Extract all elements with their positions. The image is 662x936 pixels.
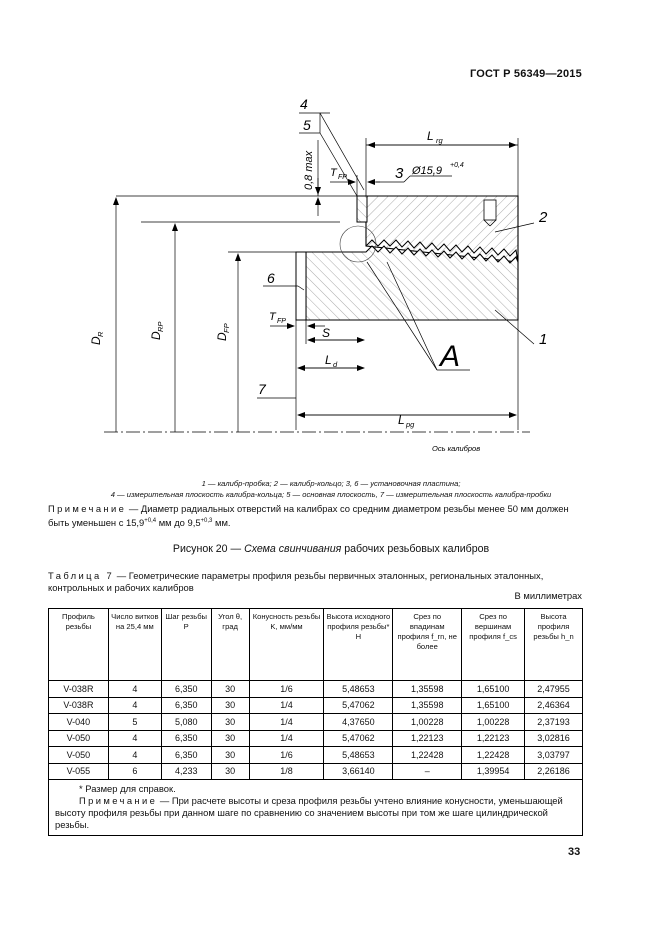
- col-root-trunc: Срез по впадинам профиля f_rn, не более: [393, 609, 462, 681]
- table-footnote-row: [49, 780, 583, 836]
- drawing-note: Примечание — Диаметр радиальных отверстий на калибрах со средним диаметром резьбы менее 50 мм должен быть уменьшен с $15,9^{+0,4}$ мм до $9,5^{+0,3}$ мм.: [48, 503, 569, 529]
- label-drp: D: [149, 331, 163, 340]
- col-turns: Число витков на 25,4 мм: [108, 609, 161, 681]
- label-lpg: L: [398, 413, 405, 427]
- label-tfp-top-sub: FP: [338, 174, 347, 181]
- col-taper: Конусность резьбы K, мм/мм: [249, 609, 324, 681]
- label-lrg-sub: rg: [436, 136, 443, 145]
- table-note: Примечание — При расчете высоты и среза профиля резьбы учтено влияние конусности, уменьшающей высоту профиля резьбы при данном шаге по сравнению со значением высоты при том же шаге цилиндрической резьбы.: [55, 795, 563, 830]
- label-tfp-bottom-sub: FP: [277, 318, 286, 325]
- label-drp-sub: RP: [156, 321, 165, 332]
- label-dfp: D: [215, 332, 229, 341]
- units-label: В миллиметрах: [514, 590, 582, 601]
- label-1: 1: [539, 331, 548, 348]
- label-axis: Ось калибров: [432, 444, 481, 453]
- label-4: 4: [300, 96, 308, 112]
- col-height: Высота исходного профиля резьбы* H: [324, 609, 393, 681]
- col-angle: Угол θ, град: [211, 609, 249, 681]
- label-s: S: [322, 326, 331, 340]
- table-footnote: [49, 780, 583, 836]
- label-dr-sub: R: [96, 331, 105, 337]
- label-6: 6: [267, 270, 275, 286]
- label-lrg: L: [427, 129, 434, 143]
- col-profile-height: Высота профиля резьбы h_n: [525, 609, 583, 681]
- label-diameter: Ø15,9: [412, 165, 442, 177]
- label-ld: L: [325, 353, 332, 367]
- label-2: 2: [539, 209, 548, 226]
- label-ld-sub: d: [333, 360, 338, 369]
- table-row: V-038R 4 6,350 30 1/4 5,47062 1,35598 1,65100 2,46364: [49, 697, 583, 714]
- label-max: 0,8 max: [303, 150, 315, 190]
- table-caption: Таблица 7 — Геометрические параметры профиля резьбы первичных эталонных, региональных эталонных, контрольных и рабочих калибров: [48, 570, 544, 593]
- col-crest-trunc: Срез по вершинам профиля f_cs: [462, 609, 525, 681]
- label-lpg-sub: pg: [406, 420, 415, 429]
- label-5: 5: [303, 117, 311, 133]
- legend-line-1: 1 — калибр-пробка; 2 — калибр-кольцо; 3, 6 — установочная пластина;: [201, 479, 461, 488]
- label-tfp-top: T: [330, 167, 337, 179]
- col-profile: Профиль резьбы: [49, 609, 109, 681]
- table-row: V-040 5 5,080 30 1/4 4,37650 1,00228 1,00228 2,37193: [49, 714, 583, 731]
- table-row: V-050 4 6,350 30 1/4 5,47062 1,22123 1,22123 3,02816: [49, 730, 583, 747]
- figure-caption: Рисунок 20 — Схема свинчивания рабочих резьбовых калибров: [172, 543, 490, 555]
- setting-plate-3: [357, 196, 367, 222]
- legend-line-2: 4 — измерительная плоскость калибра-кольца; 5 — основная плоскость, 7 — измерительная плоскость калибра-пробки: [110, 490, 552, 499]
- standard-designation: ГОСТ Р 56349—2015: [470, 68, 582, 80]
- label-detail-a: A: [440, 340, 461, 373]
- table-row: V-038R 4 6,350 30 1/6 5,48653 1,35598 1,65100 2,47955: [49, 681, 583, 698]
- note-head: Примечание: [48, 503, 127, 514]
- table-row: V-050 4 6,350 30 1/6 5,48653 1,22428 1,22428 3,03797: [49, 747, 583, 764]
- table-header-row: [49, 609, 583, 681]
- page-number: 33: [568, 846, 581, 858]
- label-diameter-tol: +0,4: [450, 162, 464, 169]
- label-tfp-bottom: T: [269, 311, 276, 323]
- thread-profile-table: [48, 608, 583, 836]
- col-pitch: Шаг резьбы P: [161, 609, 211, 681]
- table-row: V-055 6 4,233 30 1/8 3,66140 – 1,39954 2,26186: [49, 763, 583, 780]
- label-7: 7: [258, 381, 266, 397]
- label-dr: D: [89, 336, 103, 345]
- label-dfp-sub: FP: [222, 323, 231, 333]
- label-3: 3: [395, 165, 404, 182]
- footnote-text: * Размер для справок.: [79, 783, 176, 794]
